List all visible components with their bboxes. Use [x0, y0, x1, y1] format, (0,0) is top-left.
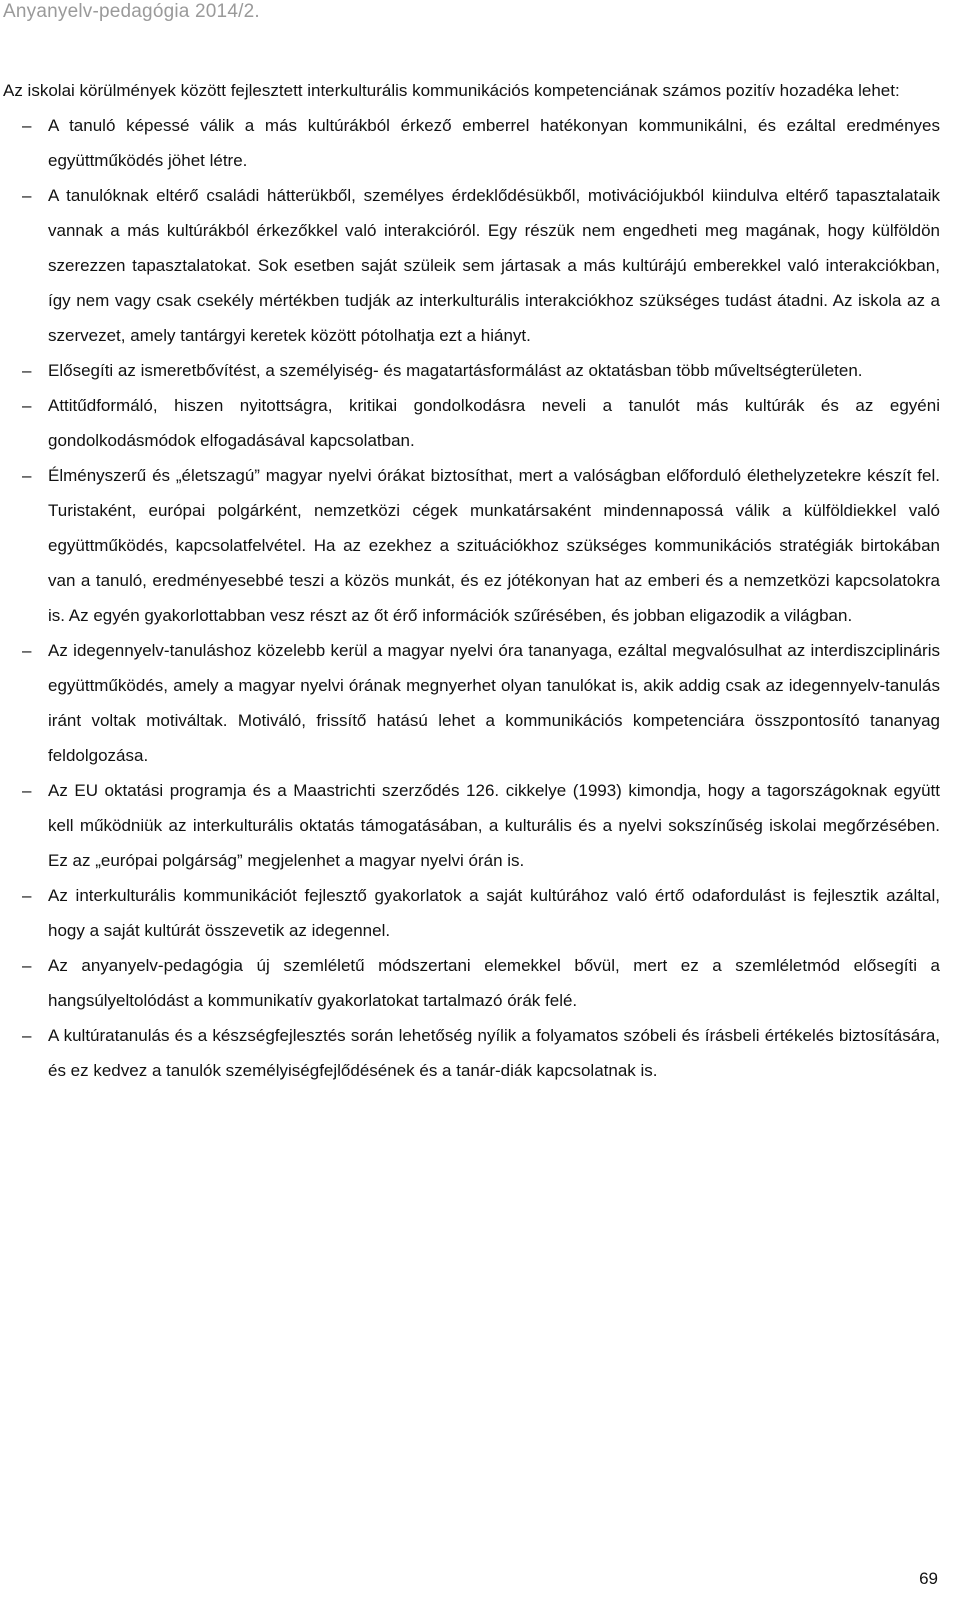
running-header: Anyanyelv-pedagógia 2014/2. [3, 1, 260, 22]
list-item [3, 388, 940, 458]
list-item-text: Elősegíti az ismeretbővítést, a személyiség- és magatartásformálást az oktatásban több műveltségterületen. [48, 361, 863, 380]
dash-marker: – [22, 1026, 32, 1045]
list-item [3, 108, 940, 178]
benefit-list [3, 108, 940, 1088]
dash-marker: – [22, 886, 32, 905]
dash-marker: – [22, 781, 32, 800]
list-item-text: Az anyanyelv-pedagógia új szemléletű módszertani elemekkel bővül, mert ez a szemléletmód elősegíti a hangsúlyeltolódást a kommunikatív gyakorlatokat tartalmazó órák felé. [48, 956, 940, 1010]
list-item [3, 948, 940, 1018]
list-item [3, 178, 940, 353]
dash-marker: – [22, 361, 32, 380]
list-item-text: Az interkulturális kommunikációt fejlesztő gyakorlatok a saját kultúrához való értő odafordulást is fejlesztik azáltal, hogy a saját kultúrát összevetik az idegennel. [48, 886, 940, 940]
list-item [3, 458, 940, 633]
list-item [3, 633, 940, 773]
dash-marker: – [22, 956, 32, 975]
list-item [3, 878, 940, 948]
dash-marker: – [22, 466, 32, 485]
list-item-text: Az EU oktatási programja és a Maastrichti szerződés 126. cikkelye (1993) kimondja, hogy a tagországoknak együtt kell működniük az interkulturális oktatás támogatásában, a kulturális és a nyelvi sokszínűség iskolai megőrzésében. Ez az „európai polgárság” megjelenhet a magyar nyelvi órán is. [48, 781, 940, 870]
list-item [3, 773, 940, 878]
list-item-text: A tanulóknak eltérő családi hátterükből, személyes érdeklődésükből, motivációjukból kiindulva eltérő tapasztalataik vannak a más kultúrákból érkezőkkel való interakcióról. Egy részük nem engedheti meg magának, hogy külföldön szerezzen tapasztalatokat. Sok esetben saját szüleik sem jártasak a más kultúrájú emberekkel való interakciókban, így nem vagy csak csekély mértékben tudják az interkulturális interakciókhoz szükséges tudást átadni. Az iskola az a szervezet, amely tantárgyi keretek között pótolhatja ezt a hiányt. [48, 186, 940, 345]
intro-paragraph: Az iskolai körülmények között fejlesztett interkulturális kommunikációs kompetenciának számos pozitív hozadéka lehet: [3, 81, 900, 100]
dash-marker: – [22, 116, 32, 135]
list-item-text: Az idegennyelv-tanuláshoz közelebb kerül a magyar nyelvi óra tananyaga, ezáltal megvalósulhat az interdiszciplináris együttműködés, amely a magyar nyelvi órának megnyerhet olyan tanulókat is, akik addig csak az idegennyelv-tanulás iránt voltak motiváltak. Motiváló, frissítő hatású lehet a kommunikációs kompetenciára összpontosító tananyag feldolgozása. [48, 641, 940, 765]
list-item [3, 1018, 940, 1088]
list-item-text: Élményszerű és „életszagú” magyar nyelvi órákat biztosíthat, mert a valóságban előforduló élethelyzetekre készít fel. Turistaként, európai polgárként, nemzetközi cégek munkatársaként mindennapossá válik a külföldiekkel való együttműködés, kapcsolatfelvétel. Ha az ezekhez a szituációkhoz szükséges kommunikációs stratégiák birtokában van a tanuló, eredményesebbé teszi a közös munkát, és ez jótékonyan hat az emberi és a nemzetközi kapcsolatokra is. Az egyén gyakorlottabban vesz részt az őt érő információk szűrésében, és jobban eligazodik a világban. [48, 466, 940, 625]
list-item [3, 353, 940, 388]
dash-marker: – [22, 186, 32, 205]
list-item-text: A kultúratanulás és a készségfejlesztés során lehetőség nyílik a folyamatos szóbeli és írásbeli értékelés biztosítására, és ez kedvez a tanulók személyiségfejlődésének és a tanár-diák kapcsolatnak is. [48, 1026, 940, 1080]
dash-marker: – [22, 396, 32, 415]
dash-marker: – [22, 641, 32, 660]
list-item-text: Attitűdformáló, hiszen nyitottságra, kritikai gondolkodásra neveli a tanulót más kultúrák és az egyéni gondolkodásmódok elfogadásával kapcsolatban. [48, 396, 940, 450]
main-text [3, 73, 940, 1088]
list-item-text: A tanuló képessé válik a más kultúrákból érkező emberrel hatékonyan kommunikálni, és ezáltal eredményes együttműködés jöhet létre. [48, 116, 940, 170]
page-number: 69 [919, 1569, 938, 1588]
